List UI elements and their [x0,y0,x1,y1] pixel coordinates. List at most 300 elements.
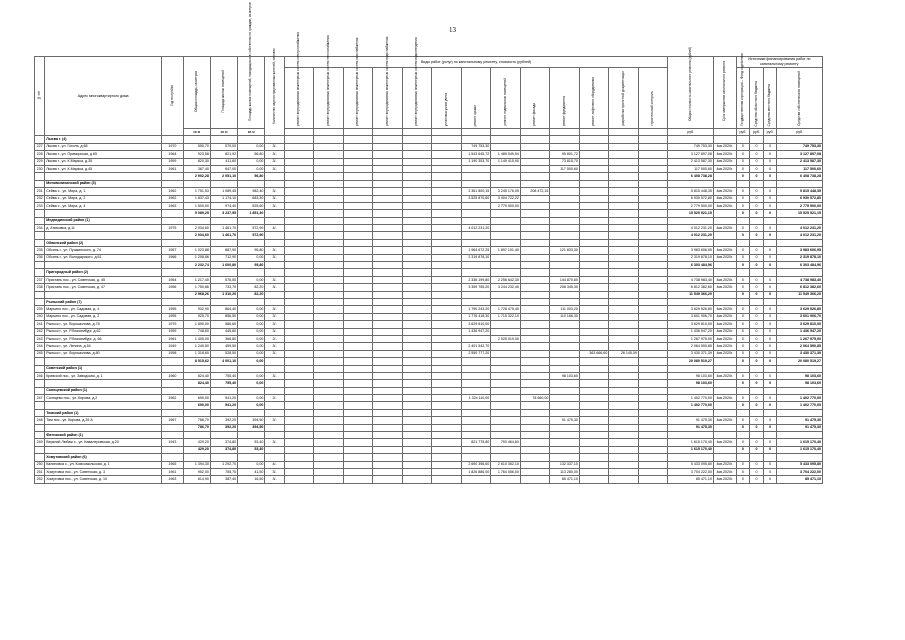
cell-res-area: 1 461,70 [210,225,237,232]
cell-empty [238,269,265,276]
cell-empty [432,136,462,143]
cell-residents: 3/- [265,476,284,483]
cell-period: 4кв.2020г. [713,276,736,283]
cell-total-cost: 1 436 947,20 [668,328,713,335]
cell-empty [750,365,764,372]
cell-work-cost: 3 629 810,00 [461,321,491,328]
cell-empty [777,180,823,187]
cell-address: Лысва г., ул. Приморская, д.65 [45,151,162,158]
cell-total-cost: 3 127 897,08 [668,151,713,158]
header-year [162,57,184,136]
cell-work-cost [314,254,344,261]
cell-fund-3: 0 [763,158,777,165]
header-label: Общая площадь, кв.метров [194,71,198,112]
cell-work-cost: 2 256 642,30 [491,276,521,283]
cell-address [45,358,162,365]
cell-fund-2: 0 [750,343,764,350]
subtotal-owners-area: 56,80 [238,173,265,180]
cell-empty [238,454,265,461]
cell-empty [520,239,550,246]
cell-fund-1: 0 [736,158,750,165]
cell-empty [491,298,521,305]
cell-year: 1957 [162,247,184,254]
cell-empty [373,424,403,431]
cell-fund-2: 0 [750,284,764,291]
cell-empty [183,365,210,372]
cell-empty [668,298,713,305]
cell-fund-3: 0 [763,254,777,261]
cell-work-cost [373,165,403,172]
cell-empty [238,432,265,439]
header-unit-empty [314,129,344,136]
cell-work-cost [432,247,462,254]
cell-work-cost [579,284,609,291]
cell-work-cost: 3 245 176,05 [491,188,521,195]
cell-work-cost [343,321,373,328]
cell-empty [210,387,237,394]
cell-work-cost: 3 244 232,40 [491,284,521,291]
cell-work-cost [579,165,609,172]
cell-empty [713,402,736,409]
cell-work-cost [432,468,462,475]
cell-work-cost [432,188,462,195]
cell-fund-4: 3 983 606,95 [777,247,823,254]
header-label: Количество зарегистрированных жителей, человек [271,48,276,125]
cell-total-area: 923,58 [183,151,210,158]
cell-res-area: 887,90 [210,247,237,254]
subtotal-fund-2: 0 [750,446,764,453]
house-row [35,284,823,291]
cell-work-cost [314,372,344,379]
cell-fund-4: 1 436 947,20 [777,328,823,335]
cell-total-cost: 98 103,60 [668,372,713,379]
cell-empty [491,387,521,394]
header-unit: кв.м [210,129,237,136]
cell-work-cost [343,468,373,475]
cell-empty [284,454,314,461]
cell-num: 248 [35,417,45,424]
cell-address: Хомутовка пос., ул. Советская, д. 10 [45,476,162,483]
cell-work-cost [520,439,550,446]
cell-work-cost [638,372,668,379]
cell-empty [713,262,736,269]
cell-work-cost [373,321,403,328]
cell-empty [736,409,750,416]
header-unit-empty [579,129,609,136]
cell-owners-area: 0,00 [238,306,265,313]
cell-work-cost [432,284,462,291]
cell-work-cost [402,306,432,313]
district-name: Обвинский район (2) [45,239,162,246]
cell-empty [284,358,314,365]
cell-work-cost [550,202,580,209]
cell-address: Пристань пос., ул. Советская, д. 47 [45,284,162,291]
cell-empty [402,239,432,246]
cell-empty [314,409,344,416]
cell-empty [314,432,344,439]
cell-address: Рыльск г., ул. Р.Люксембург, д.62 [45,328,162,335]
cell-empty [402,380,432,387]
cell-work-cost [343,225,373,232]
cell-fund-2: 0 [750,313,764,320]
header-res-area [210,57,237,129]
header-work-12 [638,68,668,129]
cell-residents: 2/- [265,395,284,402]
house-row [35,476,823,483]
cell-work-cost [373,225,403,232]
cell-empty [713,358,736,365]
cell-empty [491,180,521,187]
cell-empty [461,432,491,439]
cell-residents: 3/- [265,276,284,283]
cell-res-area: 1 292,70 [210,461,237,468]
cell-year: 1954 [162,276,184,283]
cell-empty [609,262,639,269]
cell-work-cost [432,313,462,320]
cell-owners-area: 16,50 [238,476,265,483]
cell-empty [520,424,550,431]
cell-work-cost [579,225,609,232]
cell-work-cost [314,284,344,291]
cell-empty [183,409,210,416]
cell-year: 1949 [162,343,184,350]
cell-empty [609,298,639,305]
cell-fund-4: 5 433 095,80 [777,461,823,468]
cell-empty [265,262,284,269]
cell-work-cost [373,284,403,291]
cell-work-cost: 121 833,30 [550,247,580,254]
cell-empty [777,432,823,439]
house-row [35,313,823,320]
cell-work-cost [314,328,344,335]
cell-year: 1963 [162,476,184,483]
cell-empty [668,387,713,394]
cell-work-cost [491,372,521,379]
cell-period: 4кв.2020г. [713,188,736,195]
cell-fund-1: 0 [736,372,750,379]
subtotal-row [35,232,823,239]
cell-empty [668,269,713,276]
subtotal-fund-4: 6 408 738,28 [777,173,823,180]
cell-empty [520,210,550,217]
cell-residents: 3/- [265,202,284,209]
cell-work-cost [550,343,580,350]
cell-work-cost [402,335,432,342]
cell-empty [638,291,668,298]
subtotal-cost: 1 615 170,40 [668,446,713,453]
header-label: ремонт лифтового оборудования [591,76,596,126]
cell-work-cost [314,468,344,475]
cell-residents: 3/- [265,151,284,158]
cell-empty [238,239,265,246]
cell-work-cost [432,461,462,468]
cell-empty [736,365,750,372]
cell-empty [461,446,491,453]
cell-fund-4: 3 127 897,08 [777,151,823,158]
cell-period: 4кв.2020г. [713,247,736,254]
subtotal-total-area: 5 089,25 [183,210,210,217]
cell-work-cost: 821 775,80 [461,439,491,446]
cell-empty [579,217,609,224]
cell-address: Верхний Любаж с., ул. Кавалеровская, д.20 [45,439,162,446]
cell-empty [402,298,432,305]
cell-address: д. Анисовка, д.11 [45,225,162,232]
cell-empty [265,136,284,143]
cell-work-cost [609,225,639,232]
cell-empty [609,387,639,394]
subtotal-cost: 1 402 770,00 [668,402,713,409]
cell-empty [432,358,462,365]
subtotal-fund-1: 0 [736,210,750,217]
house-row [35,225,823,232]
cell-empty [210,454,237,461]
cell-work-cost [461,165,491,172]
cell-owners-area: 0,00 [238,343,265,350]
subtotal-fund-3: 0 [763,358,777,365]
cell-work-cost [520,306,550,313]
cell-total-area: 1 837,43 [183,195,210,202]
subtotal-fund-4: 1 402 770,00 [777,402,823,409]
cell-work-cost [373,202,403,209]
cell-work-cost [373,372,403,379]
cell-fund-4: 91 475,30 [777,417,823,424]
cell-empty [402,424,432,431]
cell-empty [162,387,184,394]
cell-work-cost [638,395,668,402]
subtotal-owners-area: 0,00 [238,358,265,365]
header-label: № п/п [36,90,41,100]
cell-work-cost [550,328,580,335]
cell-empty [432,180,462,187]
cell-empty [402,269,432,276]
cell-empty [162,136,184,143]
header-label: ремонт фасада [532,102,537,126]
cell-total-area: 824,40 [183,372,210,379]
cell-empty [373,239,403,246]
cell-fund-1: 0 [736,143,750,150]
cell-empty [461,298,491,305]
cell-work-cost [609,284,639,291]
cell-work-cost [638,335,668,342]
cell-work-cost [343,417,373,424]
cell-address: Обсинь г., ул. Володарского, д.61 [45,254,162,261]
subtotal-row [35,402,823,409]
cell-empty [668,136,713,143]
cell-period: 4кв.2020г. [713,313,736,320]
cell-address: Кривской пос., ул. Заводская, д. 1 [45,372,162,379]
cell-work-cost [432,395,462,402]
cell-work-cost [432,439,462,446]
cell-period: 4кв.2020г. [713,165,736,172]
cell-empty [373,432,403,439]
cell-num [35,232,45,239]
cell-empty [432,291,462,298]
cell-empty [668,365,713,372]
subtotal-cost: 6 408 738,28 [668,173,713,180]
cell-num [35,402,45,409]
cell-empty [579,424,609,431]
cell-num: 249 [35,439,45,446]
cell-empty [461,232,491,239]
cell-fund-3: 0 [763,343,777,350]
cell-empty [461,262,491,269]
subtotal-row [35,291,823,298]
subtotal-fund-2: 0 [750,210,764,217]
cell-fund-2: 0 [750,188,764,195]
cell-num [35,291,45,298]
cell-work-cost [343,476,373,483]
cell-empty [750,269,764,276]
cell-work-cost [432,343,462,350]
cell-residents: 3/- [265,350,284,357]
cell-empty [520,409,550,416]
cell-empty [402,365,432,372]
cell-work-cost [638,284,668,291]
cell-work-cost [284,202,314,209]
cell-fund-1: 0 [736,343,750,350]
cell-period: 4кв.2020г. [713,461,736,468]
cell-num [35,180,45,187]
cell-work-cost: 111 003,20 [550,306,580,313]
cell-work-cost: 3 404 722,22 [491,195,521,202]
cell-work-cost [402,372,432,379]
cell-empty [750,217,764,224]
header-unit: руб. [777,129,823,136]
subtotal-fund-1: 0 [736,262,750,269]
cell-num [35,173,45,180]
cell-empty [491,358,521,365]
cell-work-cost [579,439,609,446]
cell-owners-area: 0,00 [238,158,265,165]
cell-work-cost [402,476,432,483]
cell-year [162,291,184,298]
subtotal-res-area: 1 600,80 [210,262,237,269]
header-work-5 [432,68,462,129]
header-unit-empty [638,129,668,136]
cell-res-area: 366,80 [210,335,237,342]
cell-work-cost: 749 753,30 [461,143,491,150]
cell-num [35,269,45,276]
cell-res-area: 755,70 [210,468,237,475]
cell-work-cost [314,321,344,328]
cell-num [35,210,45,217]
cell-work-cost [609,306,639,313]
header-unit: кв.м [183,129,210,136]
cell-work-cost [579,313,609,320]
cell-work-cost [520,151,550,158]
cell-empty [373,269,403,276]
cell-fund-1: 0 [736,328,750,335]
cell-work-cost [402,395,432,402]
subtotal-owners-area: 572,90 [238,232,265,239]
cell-total-area: 590,70 [183,143,210,150]
cell-empty [609,269,639,276]
cell-empty [713,446,736,453]
cell-empty [265,380,284,387]
cell-empty [265,173,284,180]
subtotal-fund-4: 91 475,30 [777,424,823,431]
cell-year [162,402,184,409]
cell-fund-4: 5 815 448,35 [777,188,823,195]
cell-num [35,365,45,372]
cell-work-cost [609,276,639,283]
district-name: Медвединский район (1) [45,217,162,224]
cell-work-cost [491,328,521,335]
cell-empty [550,217,580,224]
cell-empty [343,136,373,143]
cell-owners-area: 0,00 [238,372,265,379]
cell-work-cost [520,461,550,468]
cell-empty [763,387,777,394]
cell-residents: 3/- [265,158,284,165]
cell-empty [668,239,713,246]
cell-work-cost [373,461,403,468]
subtotal-row [35,424,823,431]
cell-empty [314,291,344,298]
cell-work-cost [402,328,432,335]
cell-fund-2: 0 [750,321,764,328]
cell-empty [162,239,184,246]
cell-empty [713,180,736,187]
cell-fund-1: 0 [736,321,750,328]
cell-work-cost [432,335,462,342]
cell-work-cost [638,417,668,424]
cell-year: 1964 [162,151,184,158]
cell-work-cost [609,143,639,150]
cell-residents: 3/- [265,195,284,202]
cell-work-cost [638,468,668,475]
cell-empty [713,291,736,298]
cell-empty [265,298,284,305]
cell-empty [314,239,344,246]
header-unit-empty [550,129,580,136]
subtotal-total-area: 824,40 [183,380,210,387]
district-row [35,298,823,305]
cell-empty [668,180,713,187]
cell-work-cost [432,306,462,313]
cell-empty [183,239,210,246]
cell-empty [750,136,764,143]
cell-work-cost [402,151,432,158]
cell-year [162,424,184,431]
cell-empty [609,239,639,246]
cell-empty [550,402,580,409]
cell-num: 247 [35,395,45,402]
cell-work-cost [284,328,314,335]
cell-fund-2: 0 [750,165,764,172]
cell-empty [314,217,344,224]
cell-empty [432,424,462,431]
cell-empty [284,239,314,246]
cell-total-area: 1 405,00 [183,335,210,342]
cell-empty [713,454,736,461]
cell-period: 4кв.2020г. [713,343,736,350]
cell-empty [550,446,580,453]
cell-work-cost: 1 776 418,30 [461,313,491,320]
cell-empty [183,217,210,224]
district-row [35,409,823,416]
cell-owners-area: 41,50 [238,468,265,475]
district-row [35,217,823,224]
cell-work-cost [520,254,550,261]
cell-owners-area: 982,40 [238,188,265,195]
cell-num: 241 [35,321,45,328]
cell-work-cost [609,202,639,209]
house-row [35,254,823,261]
house-row [35,151,823,158]
cell-empty [579,446,609,453]
cell-empty [373,173,403,180]
